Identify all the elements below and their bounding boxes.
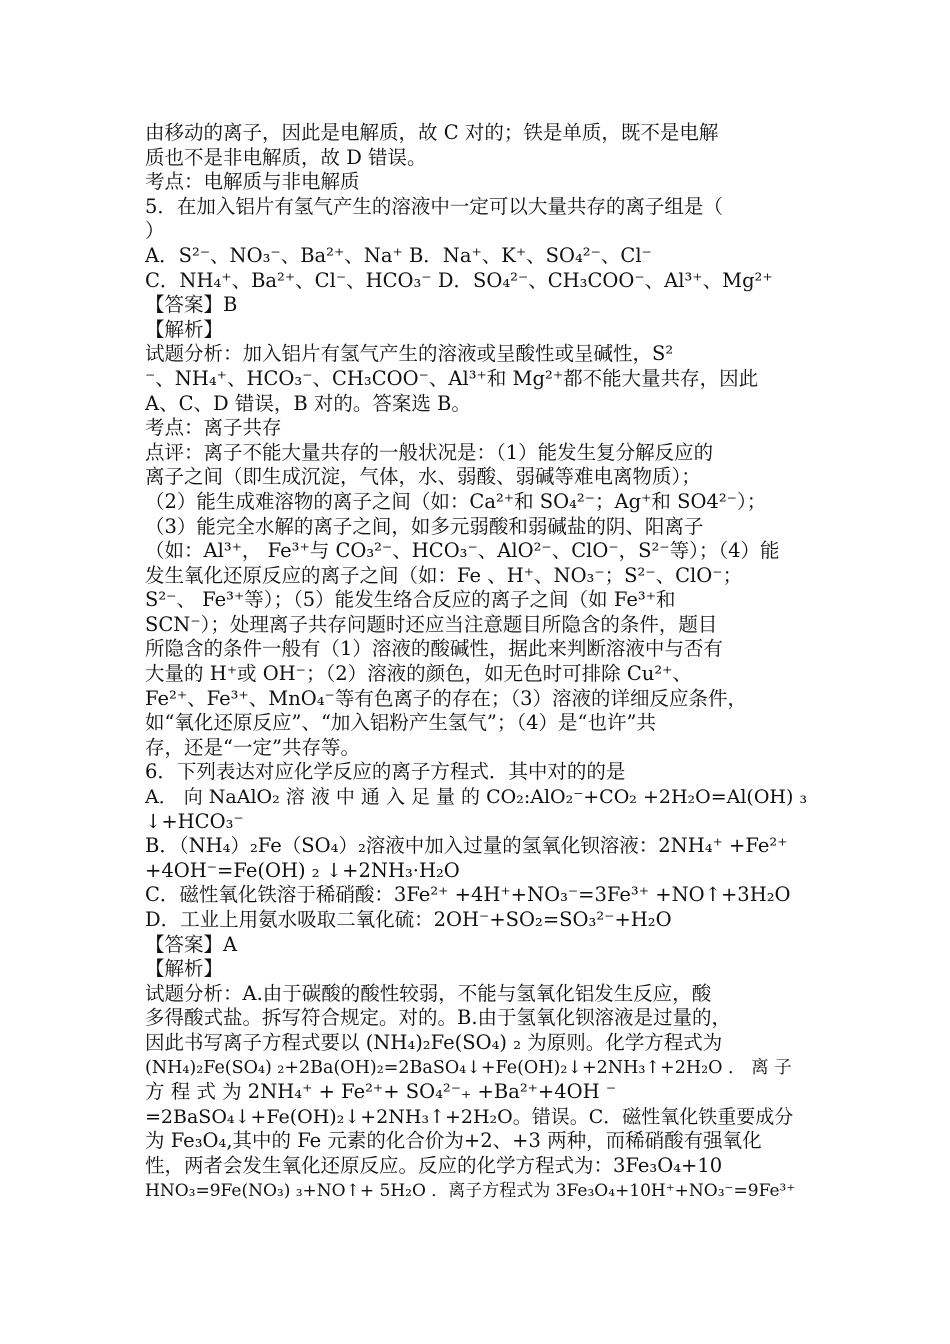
text-line: （如：Al³⁺， Fe³⁺与 CO₃²⁻、HCO₃⁻、AlO²⁻、ClO⁻，S²⁻等）；（4）能 bbox=[145, 539, 780, 563]
text-line: 试题分析：A.由于碳酸的酸性较弱，不能与氢氧化铝发生反应，酸 bbox=[145, 981, 712, 1005]
text-line: 【答案】A bbox=[145, 932, 238, 956]
text-line: 离子之间（即生成沉淀，气体，水、弱酸、弱碱等难电离物质）； bbox=[145, 465, 701, 489]
text-line: C．磁性氧化铁溶于稀硝酸：3Fe²⁺ +4H⁺+NO₃⁻=3Fe³⁺ +NO↑+3H₂O bbox=[145, 883, 791, 907]
text-line: ↓+HCO₃⁻ bbox=[145, 809, 244, 833]
text-line: 质也不是非电解质，故 D 错误。 bbox=[145, 145, 427, 169]
text-line: 点评：离子不能大量共存的一般状况是：（1）能发生复分解反应的 bbox=[145, 440, 714, 464]
text-line: 5．在加入铝片有氢气产生的溶液中一定可以大量共存的离子组是（ bbox=[145, 194, 723, 218]
text-line: B．（NH₄）₂Fe（SO₄）₂溶液中加入过量的氢氧化钡溶液：2NH₄⁺ +Fe²⁺ bbox=[145, 834, 788, 858]
text-line: ⁻、NH₄⁺、HCO₃⁻、CH₃COO⁻、Al³⁺和 Mg²⁺都不能大量共存，因此 bbox=[145, 366, 759, 390]
text-line: +4OH⁻=Fe(OH) ₂ ↓+2NH₃·H₂O bbox=[145, 858, 460, 882]
text-line: C．NH₄⁺、Ba²⁺、Cl⁻、HCO₃⁻ D．SO₄²⁻、CH₃COO⁻、Al³⁺、Mg²⁺ bbox=[145, 268, 773, 292]
text-line: S²⁻、 Fe³⁺等）；（5）能发生络合反应的离子之间（如 Fe³⁺和 bbox=[145, 588, 676, 612]
text-line: ） bbox=[145, 219, 165, 243]
text-line: 发生氧化还原反应的离子之间（如：Fe 、H⁺、NO₃⁻；S²⁻、ClO⁻； bbox=[145, 563, 743, 587]
text-line: 考点：电解质与非电解质 bbox=[145, 170, 360, 194]
text-line: A． 向 NaAlO₂ 溶 液 中 通 入 足 量 的 CO₂:AlO₂⁻+CO₂ +2H₂O=Al(OH) ₃ bbox=[145, 786, 808, 809]
text-line: 多得酸式盐。拆写符合规定。对的。B.由于氢氧化钡溶液是过量的， bbox=[145, 1006, 732, 1030]
document-body bbox=[145, 121, 809, 1203]
text-line: 【解析】 bbox=[145, 317, 224, 341]
text-line: 性，两者会发生氧化还原反应。反应的化学方程式为：3Fe₃O₄+10 bbox=[145, 1153, 723, 1177]
text-line: D．工业上用氨水吸取二氧化硫：2OH⁻+SO₂=SO₃²⁻+H₂O bbox=[145, 908, 672, 931]
text-line: A．S²⁻、NO₃⁻、Ba²⁺、Na⁺ B．Na⁺、K⁺、SO₄²⁻、Cl⁻ bbox=[145, 243, 652, 267]
text-line: Fe²⁺、Fe³⁺、MnO₄⁻等有色离子的存在；（3）溶液的详细反应条件， bbox=[145, 686, 748, 710]
text-line: 大量的 H⁺或 OH⁻；（2）溶液的颜色，如无色时可排除 Cu²⁺、 bbox=[145, 662, 692, 686]
text-line: 由移动的离子，因此是电解质，故 C 对的；铁是单质，既不是电解 bbox=[145, 121, 719, 144]
text-line: 考点：离子共存 bbox=[145, 416, 282, 440]
text-line: 如“氧化还原反应”、“加入铝粉产生氢气”；（4）是“也许”共 bbox=[145, 711, 656, 735]
text-line: 方 程 式 为 2NH₄⁺ + Fe²⁺+ SO₄²⁻₊ +Ba²⁺+4OH ⁻ bbox=[145, 1080, 617, 1104]
text-line: SCN⁻）；处理离子共存问题时还应当注意题目所隐含的条件，题目 bbox=[145, 612, 718, 636]
text-line: (NH₄)₂Fe(SO₄) ₂+2Ba(OH)₂=2BaSO₄↓+Fe(OH)₂↓+2NH₃↑+2H₂O ． 离 子 bbox=[145, 1057, 792, 1078]
text-line: 为 Fe₃O₄,其中的 Fe 元素的化合价为+2、+3 两种，而稀硝酸有强氧化 bbox=[145, 1129, 762, 1153]
text-line: 存，还是“一定”共存等。 bbox=[145, 735, 360, 759]
text-line: HNO₃=9Fe(NO₃) ₃+NO↑+ 5H₂O ．离子方程式为 3Fe₃O₄+10H⁺+NO₃⁻=9Fe³⁺ bbox=[145, 1180, 796, 1201]
text-line: 6．下列表达对应化学反应的离子方程式．其中对的的是 bbox=[145, 760, 626, 784]
text-line: 试题分析：加入铝片有氢气产生的溶液或呈酸性或呈碱性，S² bbox=[145, 342, 674, 366]
text-line: （3）能完全水解的离子之间，如多元弱酸和弱碱盐的阴、阳离子 bbox=[145, 514, 704, 538]
text-line: 所隐含的条件一般有（1）溶液的酸碱性，据此来判断溶液中与否有 bbox=[145, 637, 723, 661]
text-line: 【答案】B bbox=[145, 293, 238, 317]
text-line: （2）能生成难溶物的离子之间（如：Ca²⁺和 SO₄²⁻；Ag⁺和 SO4²⁻）； bbox=[145, 489, 767, 513]
text-line: 【解析】 bbox=[145, 957, 224, 981]
text-line: 因此书写离子方程式要以 (NH₄)₂Fe(SO₄) ₂ 为原则。化学方程式为 bbox=[145, 1030, 723, 1054]
text-line: A、C、D 错误，B 对的。答案选 B。 bbox=[145, 391, 471, 415]
text-line: =2BaSO₄↓+Fe(OH)₂↓+2NH₃↑+2H₂O。错误。C．磁性氧化铁重要成分 bbox=[145, 1105, 794, 1128]
